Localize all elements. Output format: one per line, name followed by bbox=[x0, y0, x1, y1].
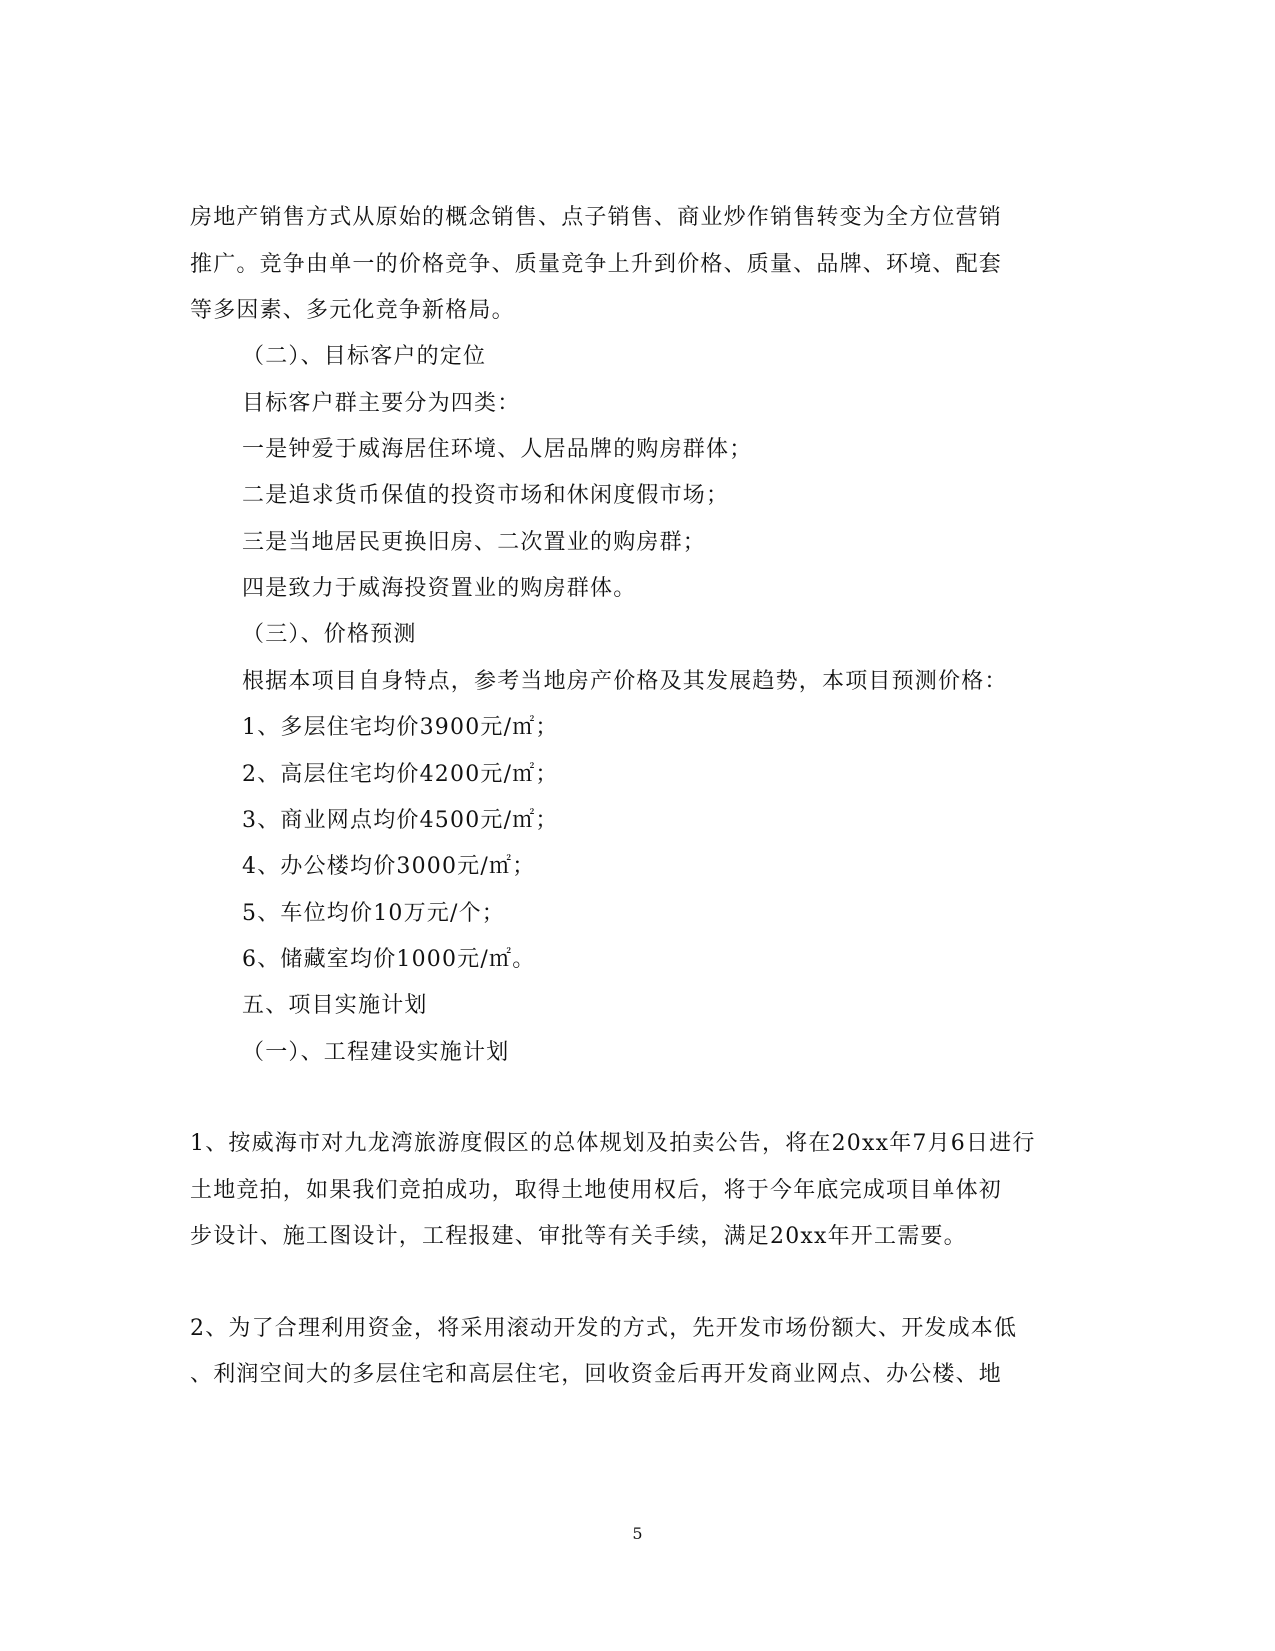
text-line: 房地产销售方式从原始的概念销售、点子销售、商业炒作销售转变为全方位营销 bbox=[190, 205, 1003, 230]
text-line: 步设计、施工图设计，工程报建、审批等有关手续，满足20xx年开工需要。 bbox=[190, 1224, 967, 1249]
list-item-customer-2: 二是追求货币保值的投资市场和休闲度假市场； bbox=[242, 483, 730, 508]
list-item-price-1: 1、多层住宅均价3900元/㎡； bbox=[242, 715, 559, 740]
list-item-price-2: 2、高层住宅均价4200元/㎡； bbox=[242, 762, 559, 787]
text-line: 等多因素、多元化竞争新格局。 bbox=[190, 298, 515, 323]
list-item-customer-4: 四是致力于威海投资置业的购房群体。 bbox=[242, 576, 637, 601]
list-item-customer-1: 一是钟爱于威海居住环境、人居品牌的购房群体； bbox=[242, 437, 753, 462]
section-heading-price-forecast: （三）、价格预测 bbox=[242, 622, 417, 647]
paragraph-price-intro: 根据本项目自身特点，参考当地房产价格及其发展趋势，本项目预测价格： bbox=[242, 669, 1008, 694]
page-number: 5 bbox=[632, 1524, 643, 1543]
text-line: 、利润空间大的多层住宅和高层住宅，回收资金后再开发商业网点、办公楼、地 bbox=[190, 1362, 1003, 1387]
text-line: 土地竞拍，如果我们竞拍成功，取得土地使用权后，将于今年底完成项目单体初 bbox=[190, 1178, 1003, 1203]
paragraph-customer-intro: 目标客户群主要分为四类： bbox=[242, 391, 521, 416]
list-item-price-6: 6、储藏室均价1000元/㎡。 bbox=[242, 947, 536, 972]
list-item-price-5: 5、车位均价10万元/个； bbox=[242, 901, 506, 926]
text-line: 2、为了合理利用资金，将采用滚动开发的方式，先开发市场份额大、开发成本低 bbox=[190, 1316, 1018, 1341]
section-heading-target-customers: （二）、目标客户的定位 bbox=[242, 344, 487, 369]
list-item-customer-3: 三是当地居民更换旧房、二次置业的购房群； bbox=[242, 530, 707, 555]
section-heading-implementation-plan: 五、项目实施计划 bbox=[242, 993, 428, 1018]
list-item-price-3: 3、商业网点均价4500元/㎡； bbox=[242, 808, 559, 833]
section-heading-construction-plan: （一）、工程建设实施计划 bbox=[242, 1040, 510, 1065]
list-item-price-4: 4、办公楼均价3000元/㎡； bbox=[242, 854, 536, 879]
text-line: 推广。竞争由单一的价格竞争、质量竞争上升到价格、质量、品牌、环境、配套 bbox=[190, 252, 1003, 277]
text-line: 1、按威海市对九龙湾旅游度假区的总体规划及拍卖公告，将在20xx年7月6日进行 bbox=[190, 1131, 1036, 1156]
